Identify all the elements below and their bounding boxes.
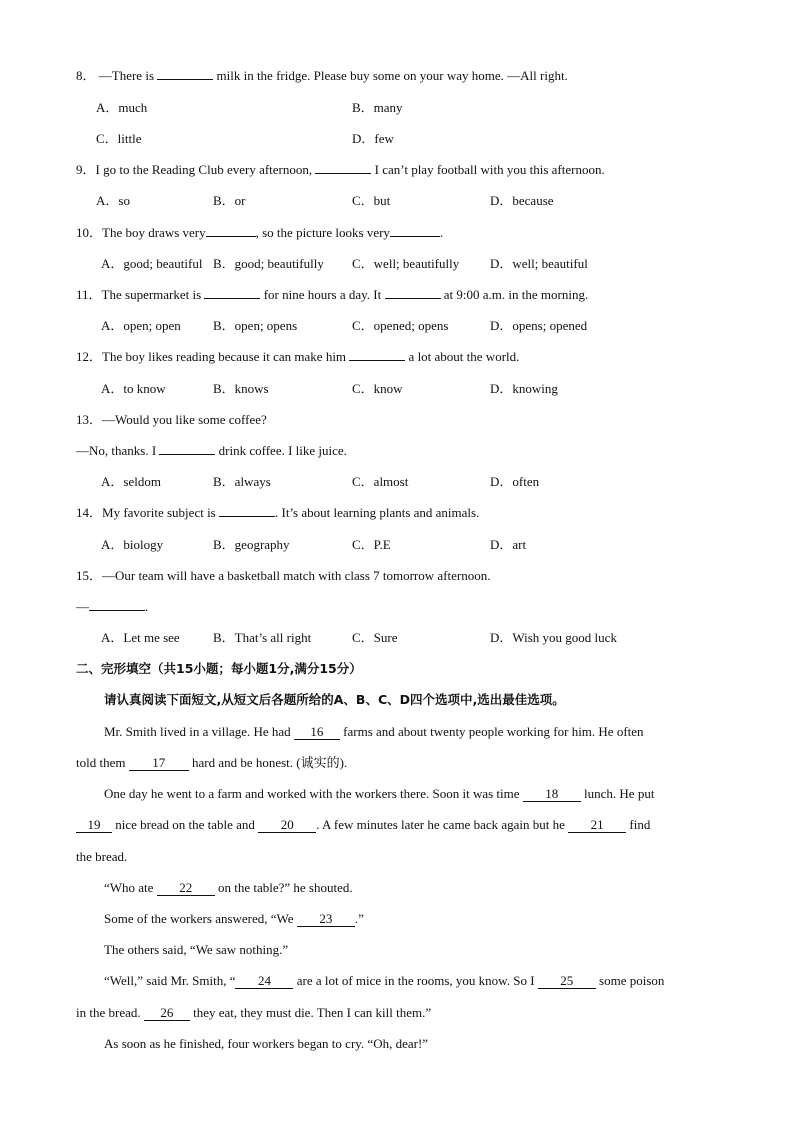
option-c: C．Sure (352, 630, 398, 645)
question-12: 12．The boy likes reading because it can make him a lot about the world. (76, 349, 520, 364)
answer-blank (204, 298, 260, 299)
passage-line: The others said, “We saw nothing.” (104, 942, 289, 957)
option-a: A．to know (101, 381, 166, 396)
passage-line: the bread. (76, 849, 128, 864)
question-stem-mid: , so the picture looks very (255, 225, 390, 240)
question-15-reply (76, 599, 148, 615)
question-stem-post: a lot about the world. (405, 349, 520, 364)
option-c: C．know (352, 381, 403, 396)
question-stem-post: drink coffee. I like juice. (215, 443, 347, 458)
question-number: 11 (76, 287, 89, 302)
passage-text: “Who ate (104, 880, 157, 895)
question-number: 13 (76, 412, 89, 427)
option-d: D．well; beautiful (490, 256, 588, 271)
passage-line (104, 973, 664, 989)
cloze-blank-24: 24 (235, 974, 293, 989)
passage-text: lunch. He put (580, 786, 655, 801)
passage-text: they eat, they must die. Then I can kill them.” (189, 1005, 432, 1020)
passage-text: some poison (595, 973, 665, 988)
cloze-blank-17: 17 (129, 756, 189, 771)
passage-line (76, 817, 650, 833)
passage-text: hard and be honest. (诚实的). (188, 755, 348, 770)
question-13-reply (76, 443, 347, 459)
question-stem-post: at 9:00 a.m. in the morning. (440, 287, 589, 302)
answer-blank (385, 298, 441, 299)
passage-text: in the bread. (76, 1005, 144, 1020)
section-heading: 二、完形填空（共15小题；每小题1分,满分15分） (76, 661, 362, 676)
option-a: A．good; beautiful (101, 256, 203, 271)
question-11: 11．The supermarket is for nine hours a day. It at 9:00 a.m. in the morning. (76, 287, 589, 302)
question-stem-post: . It’s about learning plants and animals. (275, 505, 480, 520)
option-c: C．little (96, 131, 142, 146)
question-stem-post: I can’t play football with you this afternoon. (371, 162, 605, 177)
answer-blank (157, 79, 213, 80)
question-stem-line1: —Would you like some coffee? (102, 412, 267, 427)
cloze-blank-26: 26 (144, 1006, 190, 1021)
option-a: A．biology (101, 537, 164, 552)
answer-blank (159, 454, 215, 455)
option-b: B．open; opens (213, 318, 298, 333)
option-a: A．so (96, 193, 130, 208)
passage-text: “Well,” said Mr. Smith, “ (104, 973, 236, 988)
question-10: 10．The boy draws very , so the picture looks very . (76, 225, 444, 240)
question-stem-pre: The boy likes reading because it can make him (102, 349, 350, 364)
option-c: C．but (352, 193, 391, 208)
question-number: 8 (76, 68, 83, 83)
passage-line (104, 911, 364, 927)
option-a: A．seldom (101, 474, 161, 489)
option-b: B．That’s all right (213, 630, 312, 645)
passage-text: Mr. Smith lived in a village. He had (104, 724, 294, 739)
answer-blank (390, 236, 440, 237)
option-b: B．geography (213, 537, 290, 552)
answer-blank (219, 516, 275, 517)
option-a: A．Let me see (101, 630, 180, 645)
answer-blank (315, 173, 371, 174)
question-stem-pre: The boy draws very (102, 225, 206, 240)
passage-text: are a lot of mice in the rooms, you know. So I (293, 973, 538, 988)
question-stem-post: . (439, 225, 444, 240)
cloze-blank-19: 19 (76, 818, 112, 833)
cloze-blank-21: 21 (568, 818, 626, 833)
section-instruction: 请认真阅读下面短文,从短文后各题所给的A、B、C、D四个选项中,选出最佳选项。 (104, 692, 565, 707)
passage-text: One day he went to a farm and worked with the workers there. Soon it was time (104, 786, 523, 801)
question-13: 13．—Would you like some coffee? (76, 412, 267, 427)
question-stem-pre: —There is (98, 68, 158, 83)
question-number: 14 (76, 505, 89, 520)
question-stem-mid: for nine hours a day. It (260, 287, 385, 302)
question-number: 15 (76, 568, 89, 583)
option-d: D．few (352, 131, 394, 146)
option-d: D．opens; opened (490, 318, 588, 333)
passage-line (76, 1005, 431, 1021)
passage-line (104, 880, 353, 896)
option-a: A．much (96, 100, 148, 115)
cloze-blank-20: 20 (258, 818, 316, 833)
question-9: 9．I go to the Reading Club every afternoon, I can’t play football with you this afternoon. (76, 162, 605, 177)
option-d: D．often (490, 474, 540, 489)
cloze-blank-16: 16 (294, 725, 340, 740)
option-b: B．knows (213, 381, 269, 396)
passage-line (104, 786, 654, 802)
option-c: C．opened; opens (352, 318, 449, 333)
question-number: 12 (76, 349, 89, 364)
option-b: B．many (352, 100, 403, 115)
question-stem-pre: I go to the Reading Club every afternoon, (95, 162, 316, 177)
answer-blank (206, 236, 256, 237)
option-d: D．knowing (490, 381, 558, 396)
passage-text: farms and about twenty people working for him. He often (339, 724, 644, 739)
option-b: B．always (213, 474, 271, 489)
question-stem-pre: The supermarket is (101, 287, 205, 302)
question-8: 8． —There is milk in the fridge. Please buy some on your way home. —All right. (76, 68, 568, 83)
passage-text: Some of the workers answered, “We (104, 911, 297, 926)
question-stem-post: . (145, 599, 149, 614)
option-c: C．P.E (352, 537, 391, 552)
question-number: 10 (76, 225, 89, 240)
passage-text: .” (354, 911, 364, 926)
passage-text: on the table?” he shouted. (214, 880, 353, 895)
passage-line (76, 755, 347, 771)
passage-text: . A few minutes later he came back again but he (316, 817, 569, 832)
answer-blank (89, 610, 145, 611)
option-c: C．almost (352, 474, 409, 489)
question-stem-pre: — (76, 599, 89, 614)
option-d: D．Wish you good luck (490, 630, 617, 645)
option-d: D．because (490, 193, 554, 208)
option-a: A．open; open (101, 318, 181, 333)
question-14: 14．My favorite subject is . It’s about learning plants and animals. (76, 505, 480, 520)
passage-line (104, 724, 644, 740)
passage-line: As soon as he finished, four workers began to cry. “Oh, dear!” (104, 1036, 429, 1051)
option-c: C．well; beautifully (352, 256, 460, 271)
option-b: B．good; beautifully (213, 256, 324, 271)
question-15: 15．—Our team will have a basketball match with class 7 tomorrow afternoon. (76, 568, 491, 583)
question-stem-post: milk in the fridge. Please buy some on your way home. —All right. (213, 68, 568, 83)
cloze-blank-23: 23 (297, 912, 355, 927)
option-d: D．art (490, 537, 527, 552)
question-stem-line1: —Our team will have a basketball match with class 7 tomorrow afternoon. (102, 568, 491, 583)
passage-text: find (626, 817, 651, 832)
option-b: B．or (213, 193, 246, 208)
cloze-blank-25: 25 (538, 974, 596, 989)
cloze-blank-18: 18 (523, 787, 581, 802)
answer-blank (349, 360, 405, 361)
passage-text: told them (76, 755, 129, 770)
passage-text: nice bread on the table and (112, 817, 259, 832)
question-stem-pre: —No, thanks. I (76, 443, 160, 458)
question-number: 9 (76, 162, 83, 177)
question-stem-pre: My favorite subject is (102, 505, 219, 520)
cloze-blank-22: 22 (157, 881, 215, 896)
